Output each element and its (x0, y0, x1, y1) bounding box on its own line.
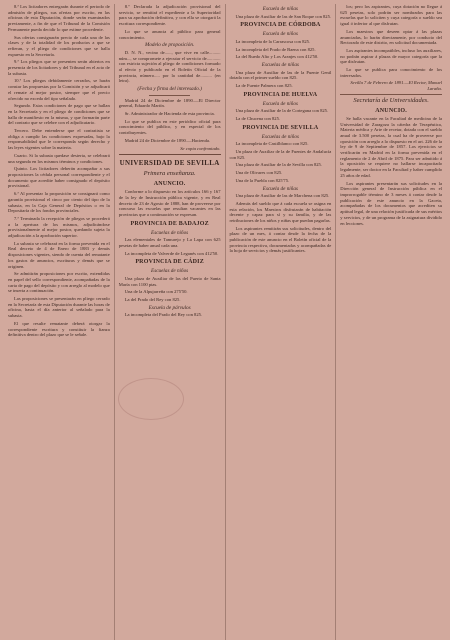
section-entry: Los aspirantes remitirán sus solicitudes, dentro del plazo de un mes, á contar desde la fecha de la publicación de este anuncio en el Boletín oficial de la provincia respectiva, documentadas y acompañadas de la hoja de servicios y demás justificantes. (229, 225, 332, 254)
paragraph: Sus ofertas consignarán precio de cada una de las clases y de la totalidad de los productos a que se refieran, y el pliego de condiciones que se halla expuesto en la Secretaría. (8, 34, 110, 57)
paragraph: Lo que se anuncia al público para general conocimiento. (118, 28, 221, 40)
section-entry: La incompleta de Castilblanco con 825. (235, 141, 309, 147)
paragraph: Los maestros que deseen optar á las plazas anunciadas, lo harán directamente, por conducto del Rectorado de este distrito, en solicitud documentada. (340, 28, 442, 46)
paragraph: La subasta se celebrará en la forma prevenida en el Real decreto de 4 de Enero de 1883 y demás disposiciones vigentes, siendo de cuenta del rematante los gastos de anuncios, escrituras y demás que se originen. (8, 240, 110, 269)
paragraph: Segundo. Estas condiciones de pago que se hallan en la Secretaría y en el pliego de condiciones que se halla de manifiesto en la misma, y que formarán parte del contrato que se celebre con el adjudicatario. (8, 103, 110, 126)
section-entry: Una de Olivares con 825. (235, 170, 283, 176)
section-entry: Una plaza de Auxiliar de las de la Puente Genil dotada con el primer sueldo con 825. (229, 69, 332, 81)
paragraph: Se admitirán proposiciones por escrito, extendidas en papel del sello correspondiente, acompañadas de la carta de pago del depósito y con arreglo al modelo que se inserta a continuación. (8, 271, 110, 294)
secretariat-closing: Los aspirantes presentarán sus solicitudes en la Dirección general de Instrucción pública en el improrrogable término de 3 meses á contar desde la publicación de este anuncio en la Gaceta, acompañadas de los documentos que acrediten su aptitud legal, de una relación justificada de sus méritos y servicios, y de un programa de la asignatura dividido en lecciones. (340, 180, 442, 226)
secretariat-section: ANUNCIO. (375, 107, 408, 114)
province-entry: Una plaza de Auxiliar de las del Puerto de Santa María con 1100 ptas. (118, 276, 221, 287)
column-3 (225, 4, 336, 640)
column-1 (4, 4, 114, 640)
model-title: Modelo de proposición. (145, 42, 195, 49)
paragraph: Los aspirantes incompatibles, incluso los auxiliares, no podrán aspirar á plazas de mayor categoría que la que disfrutan. (340, 47, 442, 65)
section-entry: La incompleta del Prado de Baena con 825. (235, 46, 316, 52)
section-heading: PROVINCIA DE SEVILLA (242, 124, 319, 131)
paragraph: 6.ª Al presentar la proposición se consignará como garantía provisional el cinco por ciento del tipo de la subasta, en la Caja General de Depósitos o en la Depositaría de los fondos provinciales. (8, 191, 110, 214)
section-heading: PROVINCIA DE CÓRDOBA (240, 22, 321, 29)
paragraph: 8.ª Los licitadores entregarán durante el periodo de admisión de pliegos, sus ofertas por escrito, en las oficinas de esta Diputación, donde serán examinados previamente, a fin de que el Tribunal de la Comisión Permanente pueda decidir lo que estime procedente. (8, 4, 110, 32)
paragraph: El que resulte rematante deberá otorgar la correspondiente escritura y constituir la fianza definitiva dentro del plazo que se le señale. (8, 320, 110, 338)
paragraph: 9.ª Los pliegos que se presenten serán abiertos en presencia de los licitadores y del Tribunal en el acto de la subasta. (8, 59, 110, 76)
paragraph: Quinto. Los licitadores deberán acompañar a sus proposiciones la cédula personal correspondiente y el documento que acredite haber consignado el depósito provisional. (8, 166, 110, 189)
university-subtitle: Primera enseñanza. (143, 170, 196, 178)
section-heading: Escuela de niñas (262, 6, 298, 12)
province-heading: PROVINCIA DE CÁDIZ (135, 259, 204, 266)
section-heading: Escuela de niñas (262, 185, 298, 192)
section-entry: Una plaza de Auxiliar de la de Sevilla con 825. (235, 162, 322, 168)
paragraph: 10.ª Los pliegos debidamente cerrados, se harán constar las propuestas por la Comisión y se adjudicará el remate al mejor postor, siempre que el precio ofrecido no exceda del tipo señalado. (8, 78, 110, 101)
paragraph: Lo que se publica para conocimiento de los interesados. (340, 67, 442, 78)
section-kind: Escuela de niños (262, 31, 298, 38)
paragraph: 8.º Declarada la adjudicación provisional del servicio, se remitirá el expediente a la Superioridad para su aprobación definitiva, y con ella se otorgará la escritura correspondiente. (118, 4, 221, 27)
notice: Lo que se publica en este periódico oficial para conocimiento del público, y en especial de los contribuyentes. (118, 118, 221, 136)
paragraph: Tercero. Debe entenderse que el contratista se obliga a cumplir las condiciones expresadas, bajo la responsabilidad que le corresponda según derecho y las leyes vigentes sobre la materia. (8, 128, 110, 151)
notice: Madrid 24 de Diciembre de 1890.—El Director general, Eduardo Martín. (118, 97, 221, 109)
section-entry: La de Chucena con 825. (235, 116, 281, 121)
notice: Madrid 24 de Diciembre de 1890.—Hacienda. (124, 137, 211, 143)
section-heading: PROVINCIA DE HUELVA (243, 91, 318, 98)
province-entry: Una de la Alpujarreña con 275'50. (124, 289, 188, 295)
section-entry: La incompleta de la Carrascosa con 825. (235, 38, 311, 44)
signature: Sevilla 7 de Febrero de 1891.—El Rector, Manuel Laraña. (350, 80, 442, 92)
province-heading: PROVINCIA DE BADAJOZ (130, 220, 209, 227)
notice-footer: Se copia confrontado. (180, 145, 221, 151)
model-text: D. N. N., vecino de......, que vive en calle.......... núm..., se compromete a ejecutar el servicio de............ con estricta sujeción al pliego de condiciones formado al efecto y publicado en el Boletín Oficial de la provincia, número..... por la cantidad de.......... (en letra). (118, 49, 221, 84)
section-entry: Una plaza de Auxiliar de las de Marchena con 825. (235, 193, 330, 199)
paragraph: 7.ª Terminada la recepción de pliegos se procederá a la apertura de los mismos, adjudicándose provisionalmente al mejor postor, quedando sujeta la adjudicación a la aprobación superior. (8, 215, 110, 239)
university-title: UNIVERSIDAD DE SEVILLA (119, 159, 220, 168)
province-entry: La del Prado del Rey con 825. (124, 297, 181, 303)
section-entry: La de Fuente Palmera con 825. (235, 83, 293, 88)
model-date: (Fecha y firma del interesado.) (137, 86, 202, 93)
province-kind: Escuela de párvulos (148, 304, 191, 311)
section-entry: Además del sueldo que á cada escuela se asigna en esta relación, los Maestros disfrutarán de habitación decente y capaz para sí y su familia, y de las retribuciones de los niños y niñas que puedan pagarlas. (229, 200, 332, 223)
notice: Sr. Administrador de Hacienda de esta provincia. (124, 111, 215, 117)
section-entry: La del Ruedo Alto y Los Aranjes con 412'50. (235, 54, 319, 60)
province-entry: Las elementales de Tamurejo y La Lapa con 625 pesetas de haber anual cada una. (118, 237, 221, 249)
section-entry: Una plaza de Auxiliar de la de Cortegana con 825. (235, 108, 329, 114)
paragraph: Las proposiciones se presentarán en pliego cerrado en la Secretaría de esta Diputación durante las horas de oficina, hasta el día anterior al señalado para la subasta. (8, 296, 110, 319)
faded-stamp (118, 378, 184, 420)
university-section: ANUNCIO. (153, 181, 186, 188)
section-kind: Escuela de niños (262, 100, 298, 107)
paragraph: Cuarto. Si la subasta quedase desierta, se celebrará una segunda en los mismos términos y condiciones. (8, 152, 110, 164)
university-text: Conforme a lo dispuesto en los artículos 166 y 167 de la ley de Instrucción pública vigente, y en Real decreto de 23 de Agosto de 1888, han de proveerse por concurso las escuelas que resultan vacantes en las provincias que a continuación se expresan. (118, 189, 221, 218)
province-entry: La incompleta del Prado del Rey con 825. (124, 312, 203, 318)
section-heading: Escuelas de niñas (261, 62, 299, 68)
secretariat-text: Se halla vacante en la Facultad de medicina de la Universidad de Zaragoza la cátedra de Terapéutica, Materia médica y Arte de recetar, dotada con el sueldo anual de 3.500 pesetas, la cual ha de proveerse por oposición con arreglo a lo dispuesto en el art. 226 de la ley de 9 de Septiembre de 1857. Los ejercicios se verificarán en Madrid en la forma prevenida en el reglamento de 2 de Abril de 1875. Para ser admitido á la oposición se requiere no hallarse incapacitado legalmente, ser doctor en la Facultad y haber cumplido 25 años de edad. (340, 115, 442, 178)
province-entry: La incompleta de Valverde de Leganés con 412'50. (124, 250, 219, 256)
column-2 (114, 4, 225, 640)
section-entry: Una de la Puebla con 825'75. (235, 177, 290, 183)
section-kind: Escuelas de niños (261, 133, 299, 140)
paragraph: los; pero los aspirantes, cuya dotación no llegue á 625 pesetas, solo podrán ser nombrados para las escuelas que lo soliciten y cuya categoría o sueldo sea igual ó inferior al que disfrutan. (340, 4, 442, 27)
section-entry: Un plaza de Auxiliar de la de Fuentes de Andalucía con 825. (229, 149, 332, 160)
column-4 (335, 4, 446, 640)
section-entry: Una plaza de Auxiliar de las de San Roque con 825. (235, 13, 332, 19)
province-kind: Escuelas de niños (151, 229, 189, 236)
province-kind: Escuelas de niños (151, 268, 189, 275)
secretariat-title: Secretaría de Universidades. (353, 96, 429, 104)
